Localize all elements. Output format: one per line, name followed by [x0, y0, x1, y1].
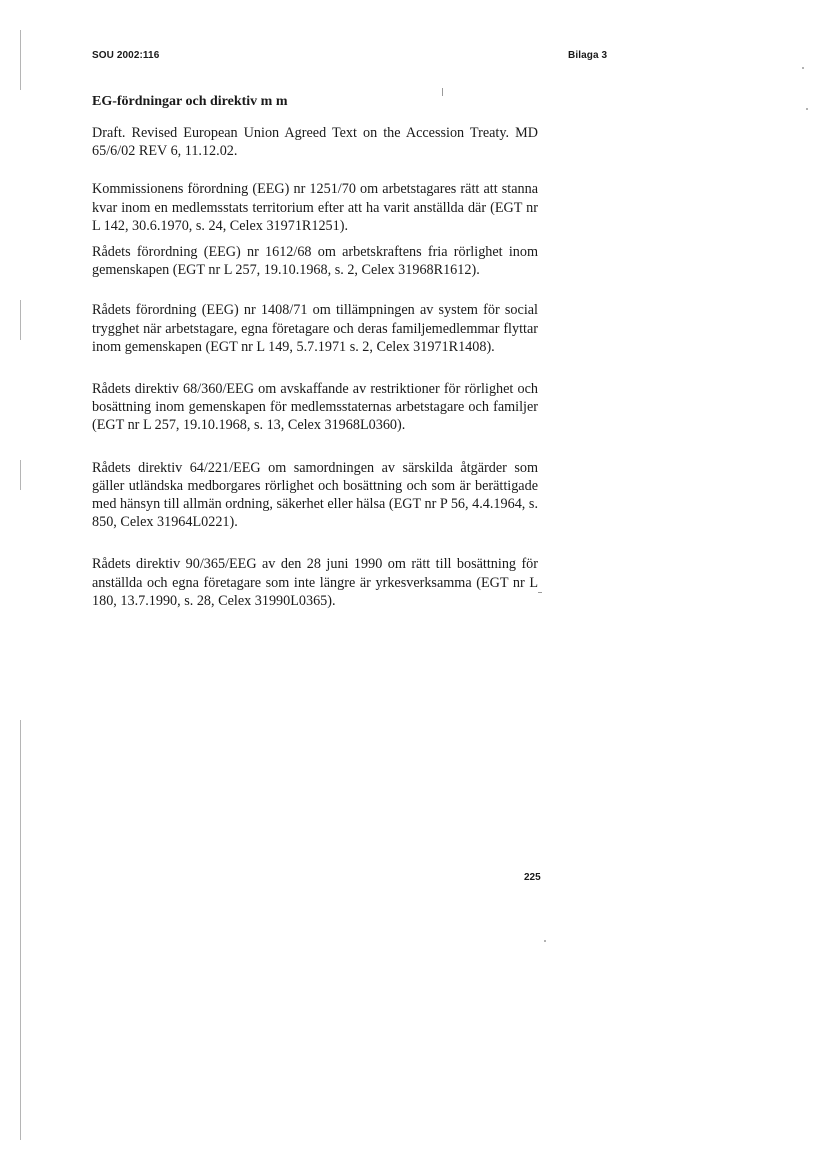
- page-number: 225: [524, 872, 541, 883]
- reference-item: Rådets direktiv 68/360/EEG om avskaffande av restriktioner för rörlighet och bosättning inom gemenskapen för medlemsstaternas arbetstagare och familjer (EGT nr L 257, 19.10.1968, s. 13, Celex 31968L0360).: [92, 381, 538, 434]
- scan-edge-mark: [20, 30, 21, 90]
- reference-item: Rådets direktiv 90/365/EEG av den 28 juni 1990 om rätt till bosättning för anställda och egna företagare som inte längre är yrkesverksamma (EGT nr L 180, 13.7.1990, s. 28, Celex 31990L0365).: [92, 556, 538, 609]
- reference-item: Rådets direktiv 64/221/EEG om samordningen av särskilda åtgärder som gäller utländska medborgares rörlighet och bosättning och som är berättigade med hänsyn till allmän ordning, säkerhet eller hälsa (EGT nr P 56, 4.4.1964, s. 850, Celex 31964L0221).: [92, 459, 538, 531]
- scan-edge-mark: [20, 300, 21, 340]
- reference-item: Draft. Revised European Union Agreed Text on the Accession Treaty. MD 65/6/02 REV 6, 11.12.02.: [92, 125, 538, 160]
- reference-list: [92, 124, 538, 610]
- scan-speck: [806, 108, 808, 110]
- scan-speck: [442, 88, 443, 96]
- reference-item: Rådets förordning (EEG) nr 1408/71 om tillämpningen av system för social trygghet när arbetstagare, egna företagare och deras familjemedlemmar flyttar inom gemenskapen (EGT nr L 149, 5.7.1971 s. 2, Celex 31971R1408).: [92, 302, 538, 355]
- scan-speck: [802, 67, 804, 69]
- scan-edge-mark: [20, 460, 21, 490]
- scan-speck: [544, 940, 546, 942]
- reference-item: Rådets förordning (EEG) nr 1612/68 om arbetskraftens fria rörlighet inom gemenskapen (EGT nr L 257, 19.10.1968, s. 2, Celex 31968R1612).: [92, 244, 538, 279]
- scan-edge-mark: [20, 720, 21, 1140]
- running-header-report-id: SOU 2002:116: [92, 50, 160, 61]
- section-title: EG-fördningar och direktiv m m: [92, 94, 288, 109]
- scan-speck: [538, 592, 542, 593]
- reference-item: Kommissionens förordning (EEG) nr 1251/70 om arbetstagares rätt att stanna kvar inom en medlemsstats territorium efter att ha varit anställda där (EGT nr L 142, 30.6.1970, s. 24, Celex 31971R1251).: [92, 181, 538, 234]
- running-header-appendix: Bilaga 3: [568, 50, 608, 61]
